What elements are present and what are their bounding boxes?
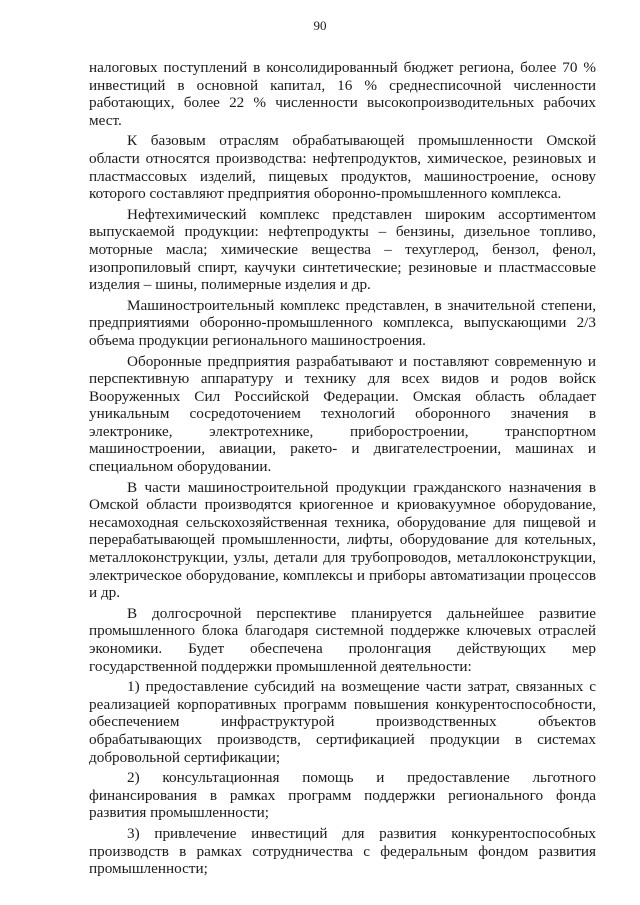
paragraph-base-industries: К базовым отраслям обрабатывающей промышленности Омской области относятся производства: нефтепродуктов, химическое, резиновых и пластмассовых изделий, пищевых продуктов, машиностроение, основу которого составляют предприятия оборонно-промышленного комплекса.	[89, 132, 596, 203]
paragraph-petrochemical-complex: Нефтехимический комплекс представлен широким ассортиментом выпускаемой продукции: нефтепродукты – бензины, дизельное топливо, моторные масла; химические вещества – техуглерод, бензол, фенол, изопропиловый спирт, каучуки синтетические; резиновые и пластмассовые изделия – шины, полимерные изделия и др.	[89, 205, 596, 294]
list-item-consulting: 2) консультационная помощь и предоставление льготного финансирования в рамках программ поддержки регионального фонда развития промышленности;	[89, 769, 596, 822]
paragraph-machine-building-complex: Машиностроительный комплекс представлен, в значительной степени, предприятиями оборонно-промышленного комплекса, выпускающими 2/3 объема продукции регионального машиностроения.	[89, 296, 596, 349]
list-item-subsidies: 1) предоставление субсидий на возмещение части затрат, связанных с реализацией корпоративных программ повышения конкурентоспособности, обеспечением инфраструктурой производственных объектов обрабатывающих производств, сертификацией продукции в системах добровольной сертификации;	[89, 678, 596, 766]
page-number: 90	[313, 18, 327, 33]
paragraph-defense-enterprises: Оборонные предприятия разрабатывают и поставляют современную и перспективную аппаратуру и технику для всех видов и родов войск Вооруженных Сил Российской Федерации. Омская область обладает уникальным сосредоточением технологий оборонного значения в электронике, электротехнике, приборостроении, транспортном машиностроении, авиации, ракето- и двигателестроении, машинах и специальном оборудовании.	[89, 352, 596, 476]
paragraph-civil-machinery: В части машиностроительной продукции гражданского назначения в Омской области производятся криогенное и криовакуумное оборудование, несамоходная сельскохозяйственная техника, оборудование для пищевой и перерабатывающей промышленности, лифты, оборудование для котельных, металлоконструкции, узлы, детали для трубопроводов, металлоконструкции, электрическое оборудование, комплексы и приборы автоматизации процессов и др.	[89, 478, 596, 602]
paragraph-long-term-outlook: В долгосрочной перспективе планируется дальнейшее развитие промышленного блока благодаря системной поддержке ключевых отраслей экономики. Будет обеспечена пролонгация действующих мер государственной поддержки промышленной деятельности:	[89, 604, 596, 675]
list-item-investments: 3) привлечение инвестиций для развития конкурентоспособных производств в рамках сотрудничества с федеральным фондом развития промышленности;	[89, 824, 596, 878]
paragraph-tax-revenue-continued: налоговых поступлений в консолидированный бюджет региона, более 70 % инвестиций в основной капитал, 16 % среднесписочной численности работающих, более 22 % численности высокопроизводительных рабочих мест.	[89, 59, 596, 129]
document-body	[89, 59, 596, 881]
